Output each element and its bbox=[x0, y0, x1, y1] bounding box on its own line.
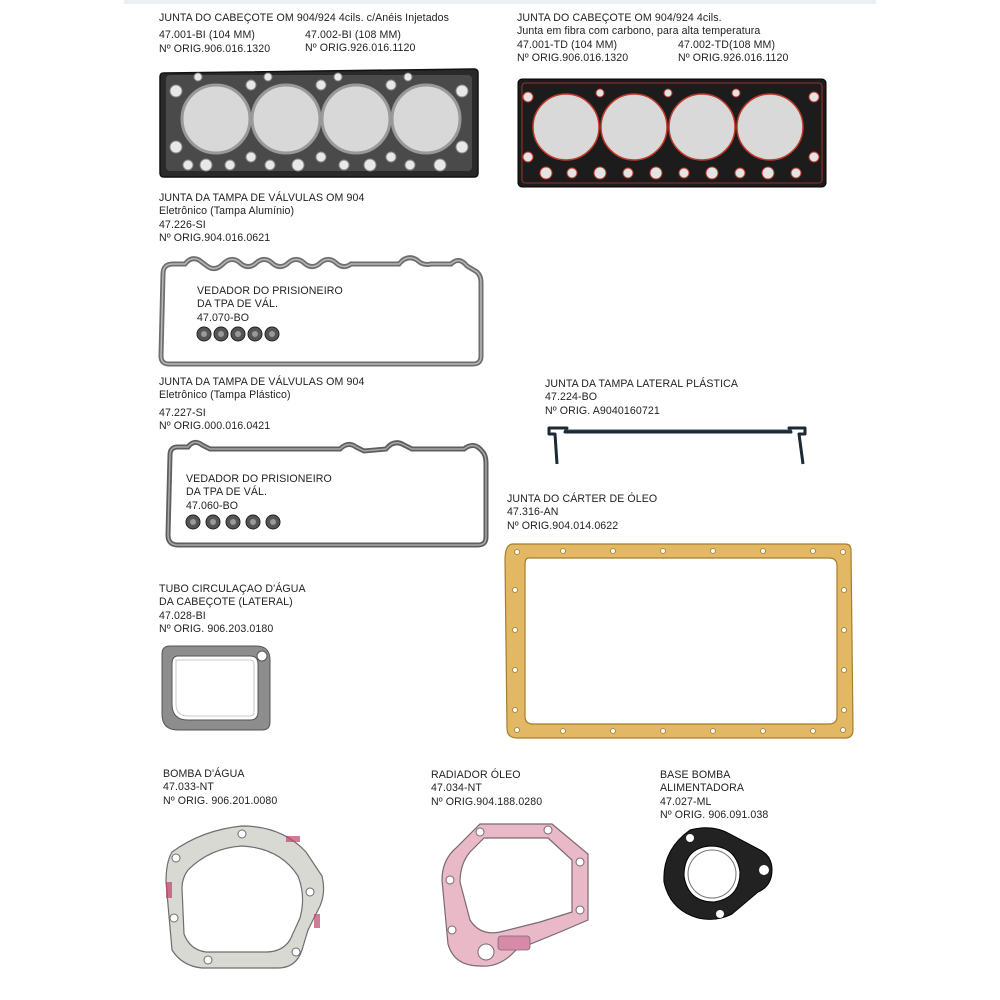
feed-pump-base-orig: Nº ORIG. 906.091.038 bbox=[660, 809, 769, 822]
side-cover-plastic-label bbox=[545, 378, 738, 418]
valve-cover-aluminium-title: JUNTA DA TAMPA DE VÁLVULAS OM 904 bbox=[159, 192, 365, 204]
water-tube-image bbox=[158, 642, 274, 734]
feed-pump-base-title-2: ALIMENTADORA bbox=[660, 782, 744, 795]
valve-cover-plastic-label bbox=[159, 376, 364, 434]
water-tube-code: 47.028-BI bbox=[159, 609, 206, 622]
feed-pump-base-image bbox=[660, 826, 776, 922]
valve-cover-plastic-title: JUNTA DA TAMPA DE VÁLVULAS OM 904 bbox=[159, 376, 365, 388]
feed-pump-base-title-1: BASE BOMBA bbox=[660, 769, 731, 781]
oil-radiator-title: RADIADOR ÓLEO bbox=[431, 769, 521, 781]
valve-cover-plastic-seal-title-2: DA TPA DE VÁL. bbox=[186, 486, 268, 499]
water-tube-title-1: TUBO CIRCULAÇAO D'ÁGUA bbox=[159, 583, 306, 595]
valve-cover-plastic-orig: Nº ORIG.000.016.0421 bbox=[159, 420, 271, 433]
head-gasket-td-subtitle: Junta em fibra com carbono, para alta temperatura bbox=[517, 25, 761, 38]
oil-radiator-label bbox=[431, 769, 542, 809]
head-gasket-bi-code-b: 47.002-BI (108 MM) bbox=[305, 29, 402, 41]
side-cover-plastic-code: 47.224-BO bbox=[545, 391, 598, 404]
side-cover-plastic-image bbox=[545, 420, 811, 468]
valve-cover-aluminium-subtitle: Eletrônico (Tampa Alumínio) bbox=[159, 205, 295, 218]
valve-cover-plastic-seals-image bbox=[184, 513, 284, 531]
valve-cover-aluminium-seals-image bbox=[196, 325, 280, 343]
head-gasket-bi-code-a: 47.001-BI (104 MM) bbox=[159, 29, 256, 42]
head-gasket-bi-label-b bbox=[305, 29, 416, 56]
oil-radiator-code: 47.034-NT bbox=[431, 782, 482, 795]
top-border bbox=[124, 0, 876, 4]
head-gasket-td-orig-a: Nº ORIG.906.016.1320 bbox=[517, 52, 629, 65]
valve-cover-aluminium-seal-code: 47.070-BO bbox=[197, 311, 250, 324]
valve-cover-plastic-subtitle: Eletrônico (Tampa Plástico) bbox=[159, 389, 291, 402]
head-gasket-bi-orig-b: Nº ORIG.926.016.1120 bbox=[305, 42, 416, 55]
feed-pump-base-code: 47.027-ML bbox=[660, 795, 712, 808]
water-tube-label bbox=[159, 583, 306, 637]
oil-pan-image bbox=[503, 540, 855, 742]
valve-cover-plastic-code: 47.227-SI bbox=[159, 406, 206, 419]
valve-cover-plastic-seal-title-1: VEDADOR DO PRISIONEIRO bbox=[186, 473, 332, 485]
head-gasket-bi-title: JUNTA DO CABEÇOTE OM 904/924 4cils. c/Anéis Injetados bbox=[159, 12, 450, 24]
water-pump-title: BOMBA D'ÁGUA bbox=[163, 768, 245, 780]
valve-cover-aluminium-seal-title-2: DA TPA DE VÁL. bbox=[197, 298, 279, 311]
head-gasket-bi-orig-a: Nº ORIG.906.016.1320 bbox=[159, 42, 271, 55]
head-gasket-td-code-a: 47.001-TD (104 MM) bbox=[517, 38, 618, 51]
head-gasket-bi-image bbox=[158, 65, 480, 181]
water-pump-orig: Nº ORIG. 906.201.0080 bbox=[163, 794, 278, 807]
oil-radiator-orig: Nº ORIG.904.188.0280 bbox=[431, 795, 543, 808]
water-pump-label bbox=[163, 768, 277, 808]
water-pump-image bbox=[162, 822, 328, 972]
head-gasket-td-title: JUNTA DO CABEÇOTE OM 904/924 4cils. bbox=[517, 12, 722, 24]
oil-pan-label bbox=[507, 493, 657, 533]
head-gasket-td-orig-b: Nº ORIG.926.016.1120 bbox=[678, 52, 789, 65]
head-gasket-td-label-b bbox=[678, 39, 789, 66]
valve-cover-aluminium-orig: Nº ORIG.904.016.0621 bbox=[159, 232, 271, 245]
valve-cover-aluminium-seal-label bbox=[197, 285, 343, 325]
water-pump-code: 47.033-NT bbox=[163, 781, 214, 794]
valve-cover-plastic-seal-label bbox=[186, 473, 332, 513]
water-tube-orig: Nº ORIG. 906.203.0180 bbox=[159, 623, 274, 636]
valve-cover-aluminium-seal-title-1: VEDADOR DO PRISIONEIRO bbox=[197, 285, 343, 297]
side-cover-plastic-orig: Nº ORIG. A9040160721 bbox=[545, 404, 660, 417]
oil-pan-orig: Nº ORIG.904.014.0622 bbox=[507, 519, 619, 532]
valve-cover-aluminium-code: 47.226-SI bbox=[159, 218, 206, 231]
head-gasket-td-code-b: 47.002-TD(108 MM) bbox=[678, 39, 776, 51]
side-cover-plastic-title: JUNTA DA TAMPA LATERAL PLÁSTICA bbox=[545, 378, 739, 390]
valve-cover-plastic-seal-code: 47.060-BO bbox=[186, 499, 239, 512]
feed-pump-base-label bbox=[660, 769, 768, 823]
oil-pan-title: JUNTA DO CÁRTER DE ÓLEO bbox=[507, 493, 658, 505]
oil-pan-code: 47.316-AN bbox=[507, 506, 559, 519]
water-tube-title-2: DA CABEÇOTE (LATERAL) bbox=[159, 596, 293, 609]
oil-radiator-image bbox=[440, 820, 592, 972]
valve-cover-aluminium-label bbox=[159, 192, 364, 246]
head-gasket-td-image bbox=[516, 77, 828, 189]
